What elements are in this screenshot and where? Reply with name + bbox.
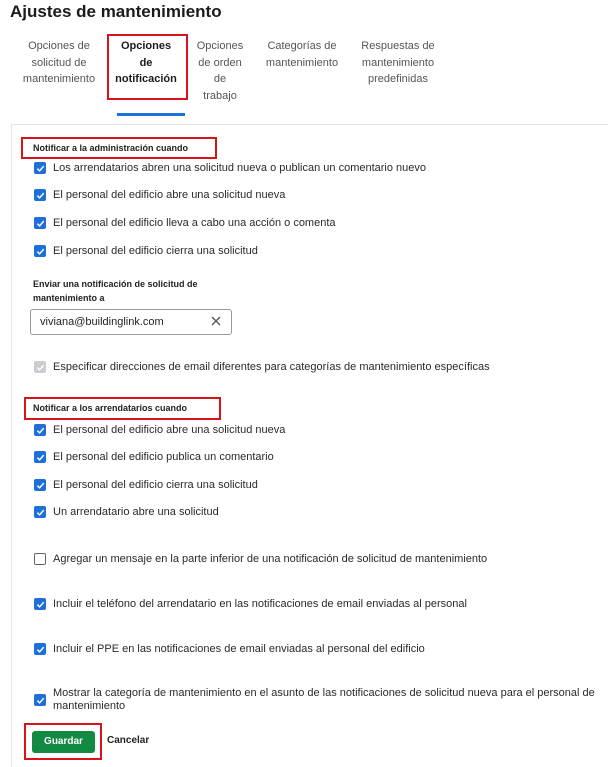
admin-option-staff-open[interactable]: El personal del edificio abre una solicitud nueva [34, 189, 285, 203]
tab-maintenance-categories[interactable]: Categorías de mantenimiento [265, 40, 339, 69]
checkbox-checked-icon[interactable] [34, 479, 46, 491]
checkbox-checked-icon[interactable] [34, 424, 46, 436]
tenant-option-staff-open[interactable]: El personal del edificio abre una solicitud nueva [34, 424, 285, 438]
checkbox-checked-icon[interactable] [34, 217, 46, 229]
tab-request-options[interactable]: Opciones de solicitud de mantenimiento [22, 40, 96, 85]
tenant-option-tenant-open[interactable]: Un arrendatario abre una solicitud [34, 506, 219, 520]
tab-bar [0, 36, 608, 116]
clear-icon[interactable] [209, 314, 223, 328]
admin-option-staff-action[interactable]: El personal del edificio lleva a cabo una acción o comenta [34, 217, 336, 231]
email-recipient-input[interactable] [30, 309, 232, 335]
tab-notification-options[interactable]: Opciones de notificación [115, 40, 177, 85]
option-category-in-subject[interactable]: Mostrar la categoría de mantenimiento en el asunto de las notificaciones de solicitud nueva para el personal de mantenimiento [34, 687, 601, 715]
checkbox-checked-icon[interactable] [34, 506, 46, 518]
admin-section-heading: Notificar a la administración cuando [33, 143, 189, 153]
checkbox-checked-icon[interactable] [34, 598, 46, 610]
checkbox-unchecked-icon[interactable] [34, 553, 46, 565]
checkbox-checked-icon[interactable] [34, 245, 46, 257]
checkbox-checked-icon[interactable] [34, 694, 46, 706]
tab-work-order-options[interactable]: Opciones de orden de trabajo [196, 40, 244, 102]
cancel-button[interactable]: Cancelar [107, 735, 150, 746]
active-tab-indicator [117, 113, 185, 116]
tenant-option-staff-comment[interactable]: El personal del edificio publica un comentario [34, 451, 274, 465]
tenant-option-staff-close[interactable]: El personal del edificio cierra una solicitud [34, 479, 258, 493]
checkbox-checked-icon[interactable] [34, 451, 46, 463]
tenants-section-heading: Notificar a los arrendatarios cuando [33, 403, 188, 413]
checkbox-checked-icon[interactable] [34, 162, 46, 174]
tab-predefined-responses[interactable]: Respuestas de mantenimiento predefinidas [361, 40, 435, 85]
checkbox-checked-icon[interactable] [34, 189, 46, 201]
admin-option-staff-close[interactable]: El personal del edificio cierra una solicitud [34, 245, 258, 259]
option-footer-message[interactable]: Agregar un mensaje en la parte inferior de una notificación de solicitud de mantenimiento [34, 553, 487, 567]
specific-emails-option: Especificar direcciones de email diferentes para categorías de mantenimiento específicas [34, 361, 490, 375]
email-value: viviana@buildinglink.com [40, 316, 164, 328]
save-button[interactable]: Guardar [32, 731, 95, 753]
option-include-ppe[interactable]: Incluir el PPE en las notificaciones de email enviadas al personal del edificio [34, 643, 425, 657]
admin-option-tenant-request[interactable]: Los arrendatarios abren una solicitud nueva o publican un comentario nuevo [34, 162, 426, 176]
option-include-tenant-phone[interactable]: Incluir el teléfono del arrendatario en las notificaciones de email enviadas al personal [34, 598, 467, 612]
page-title: Ajustes de mantenimiento [10, 2, 222, 21]
checkbox-checked-icon[interactable] [34, 643, 46, 655]
checkbox-disabled-icon [34, 361, 46, 373]
send-to-label: Enviar una notificación de solicitud de mantenimiento a [33, 279, 198, 303]
